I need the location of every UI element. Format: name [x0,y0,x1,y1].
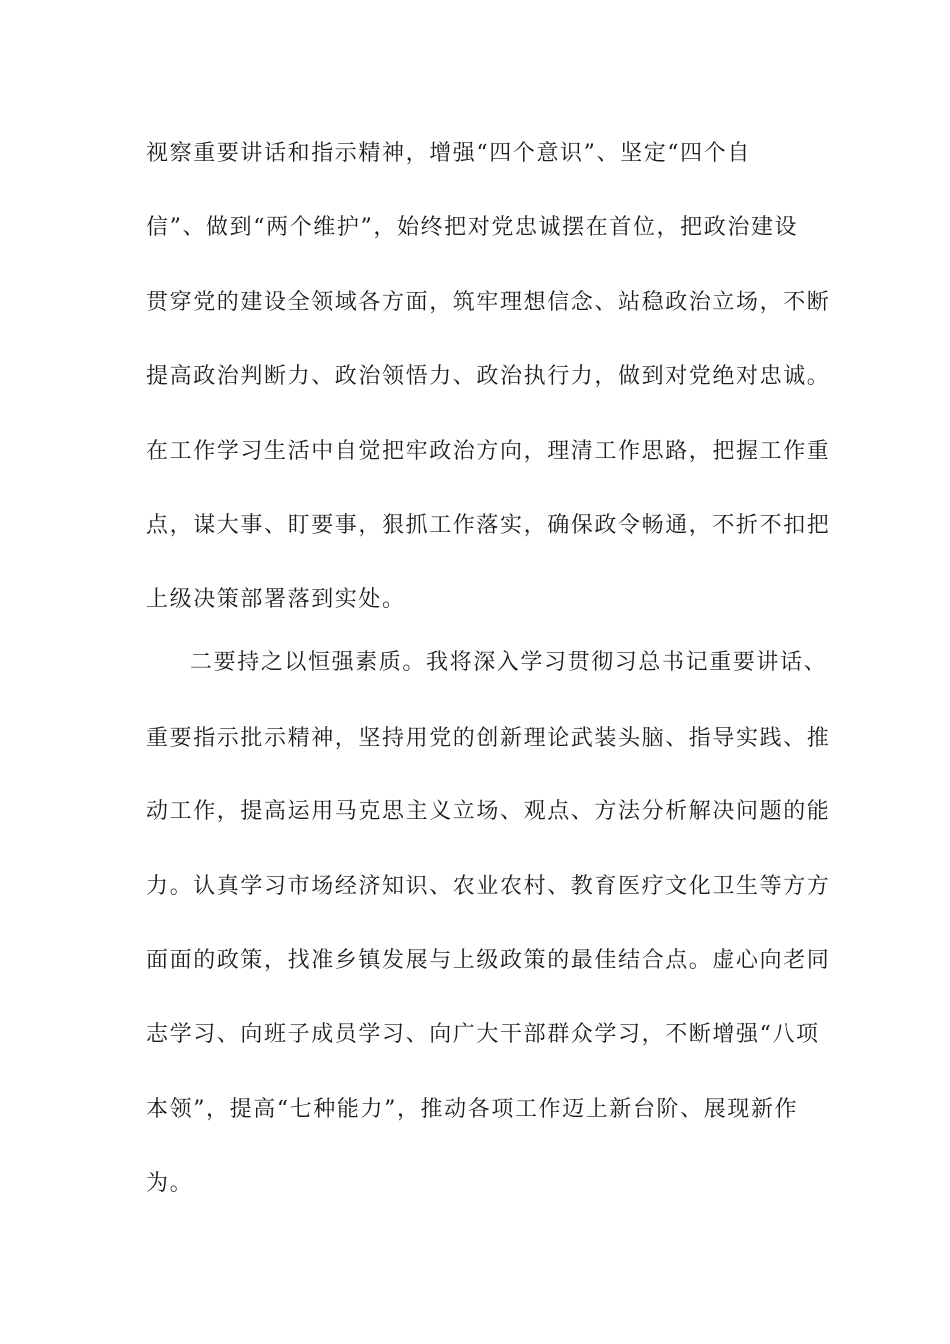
text-line: 贯穿党的建设全领域各方面，筑牢理想信念、站稳政治立场，不断 [146,290,831,315]
text-line: 动工作，提高运用马克思主义立场、观点、方法分析解决问题的能 [146,799,831,824]
text-line: 在工作学习生活中自觉把牢政治方向，理清工作思路，把握工作重 [146,439,831,464]
text-line: 上级决策部署落到实处。 [146,587,406,612]
text-line: 本领”，提高“七种能力”，推动各项工作迈上新台阶、展现新作 [146,1097,799,1122]
text-line: 提高政治判断力、政治领悟力、政治执行力，做到对党绝对忠诚。 [146,364,831,389]
text-line: 信”、做到“两个维护”，始终把对党忠诚摆在首位，把政治建设 [146,215,799,240]
paragraph-first-line: 二要持之以恒强素质。我将深入学习贯彻习总书记重要讲话、 [190,650,828,675]
text-line: 力。认真学习市场经济知识、农业农村、教育医疗文化卫生等方方 [146,874,831,899]
text-line: 志学习、向班子成员学习、向广大干部群众学习，不断增强“八项 [146,1022,820,1047]
text-line: 点，谋大事、盯要事，狠抓工作落实，确保政令畅通，不折不扣把 [146,513,831,538]
text-line: 面面的政策，找准乡镇发展与上级政策的最佳结合点。虚心向老同 [146,948,831,973]
text-line: 重要指示批示精神，坚持用党的创新理论武装头脑、指导实践、推 [146,726,831,751]
text-line: 为。 [146,1171,194,1196]
text-line: 视察重要讲话和指示精神，增强“四个意识”、坚定“四个自 [146,141,751,166]
